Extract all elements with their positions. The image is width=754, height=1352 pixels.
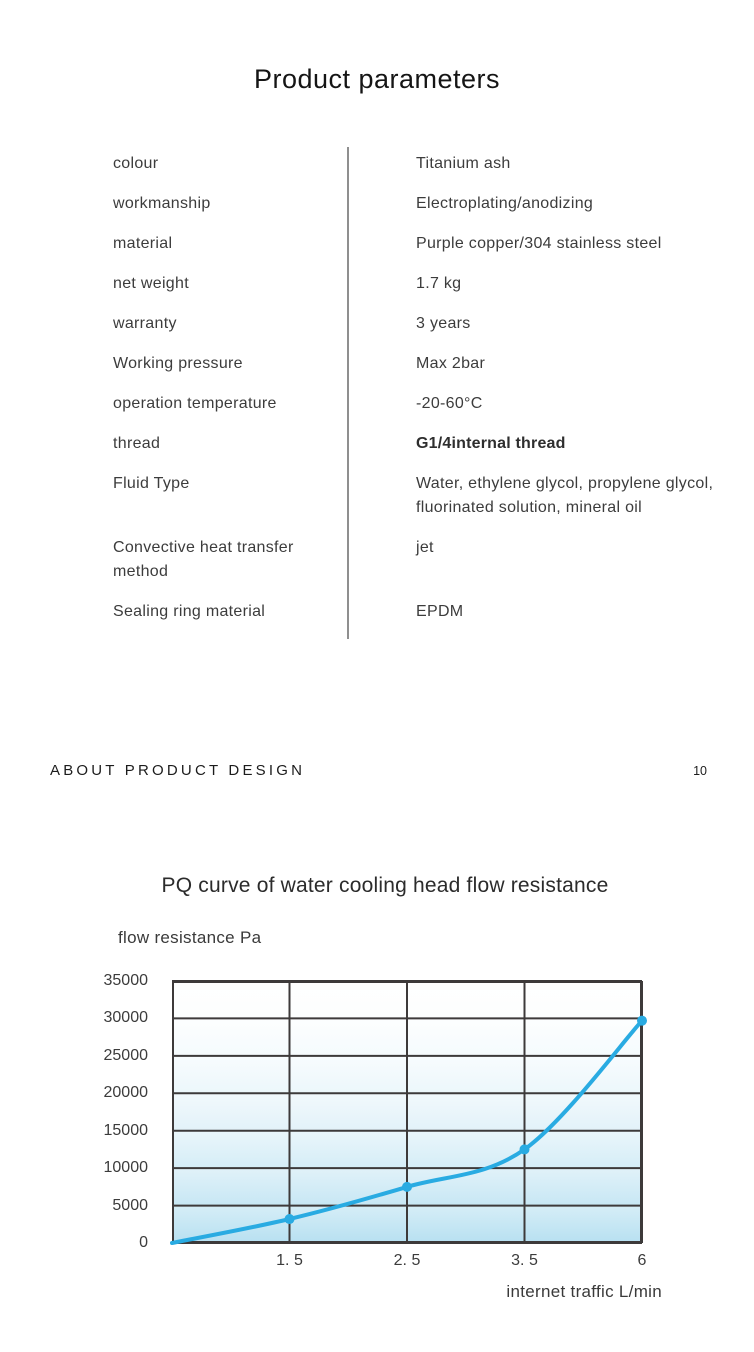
y-tick-label: 0 (139, 1234, 148, 1251)
y-axis-title: flow resistance Pa (118, 928, 262, 947)
spec-value: Max 2bar (416, 355, 486, 372)
spec-label: Fluid Type (113, 475, 190, 492)
spec-value: Water, ethylene glycol, propylene glycol, fluorinated solution, mineral oil (416, 475, 714, 516)
spec-row-material (113, 232, 728, 256)
spec-label: net weight (113, 275, 189, 292)
spec-value: Titanium ash (416, 155, 511, 172)
spec-label: operation temperature (113, 395, 277, 412)
spec-label: thread (113, 435, 161, 452)
x-tick-label: 1. 5 (276, 1252, 303, 1269)
data-point-marker (520, 1144, 530, 1154)
x-axis-title: internet traffic L/min (506, 1282, 662, 1301)
y-tick-label: 5000 (112, 1196, 148, 1214)
y-tick-label: 25000 (103, 1046, 148, 1064)
spec-label: Convective heat transfer method (113, 539, 294, 580)
x-tick-label: 3. 5 (511, 1252, 538, 1269)
spec-table (113, 152, 728, 640)
spec-row-convective-heat (113, 536, 728, 584)
y-tick-label: 15000 (103, 1121, 148, 1139)
spec-label: material (113, 235, 173, 252)
data-point-marker (285, 1214, 295, 1224)
data-point-marker (637, 1016, 647, 1026)
spec-value: jet (416, 539, 434, 556)
y-tick-label: 10000 (103, 1159, 148, 1177)
spec-label: warranty (113, 315, 177, 332)
spec-row-working-pressure (113, 352, 728, 376)
spec-value: -20-60°C (416, 395, 483, 412)
spec-row-sealing-ring (113, 600, 728, 624)
spec-value: 1.7 kg (416, 275, 462, 292)
section-heading: ABOUT PRODUCT DESIGN (50, 762, 306, 779)
y-tick-label: 20000 (103, 1084, 148, 1102)
spec-value: EPDM (416, 603, 464, 620)
spec-label: Working pressure (113, 355, 243, 372)
spec-row-operation-temperature (113, 392, 728, 416)
x-tick-label: 2. 5 (393, 1252, 421, 1269)
page-title: Product parameters (253, 64, 501, 94)
y-tick-label: 35000 (103, 972, 148, 989)
data-point-marker (402, 1182, 412, 1192)
spec-label: colour (113, 155, 159, 172)
page-number: 10 (693, 764, 707, 778)
spec-value: Electroplating/anodizing (416, 195, 594, 212)
spec-row-fluid-type (113, 472, 728, 520)
chart-title: PQ curve of water cooling head flow resistance (161, 874, 609, 897)
y-tick-label: 30000 (103, 1009, 148, 1027)
section-header-row (50, 762, 707, 779)
spec-row-net-weight (113, 272, 728, 296)
spec-value: 3 years (416, 315, 471, 332)
spec-row-warranty (113, 312, 728, 336)
y-axis-labels (88, 972, 160, 1251)
spec-row-colour (113, 152, 728, 176)
spec-row-workmanship (113, 192, 728, 216)
x-tick-label: 6 (637, 1252, 647, 1269)
spec-value: G1/4internal thread (416, 435, 566, 452)
x-axis-labels (172, 1252, 652, 1276)
spec-divider (347, 147, 349, 639)
spec-label: workmanship (113, 195, 211, 212)
plot-area (172, 981, 642, 1243)
spec-label: Sealing ring material (113, 603, 266, 620)
spec-value: Purple copper/304 stainless steel (416, 235, 662, 252)
spec-row-thread (113, 432, 728, 456)
